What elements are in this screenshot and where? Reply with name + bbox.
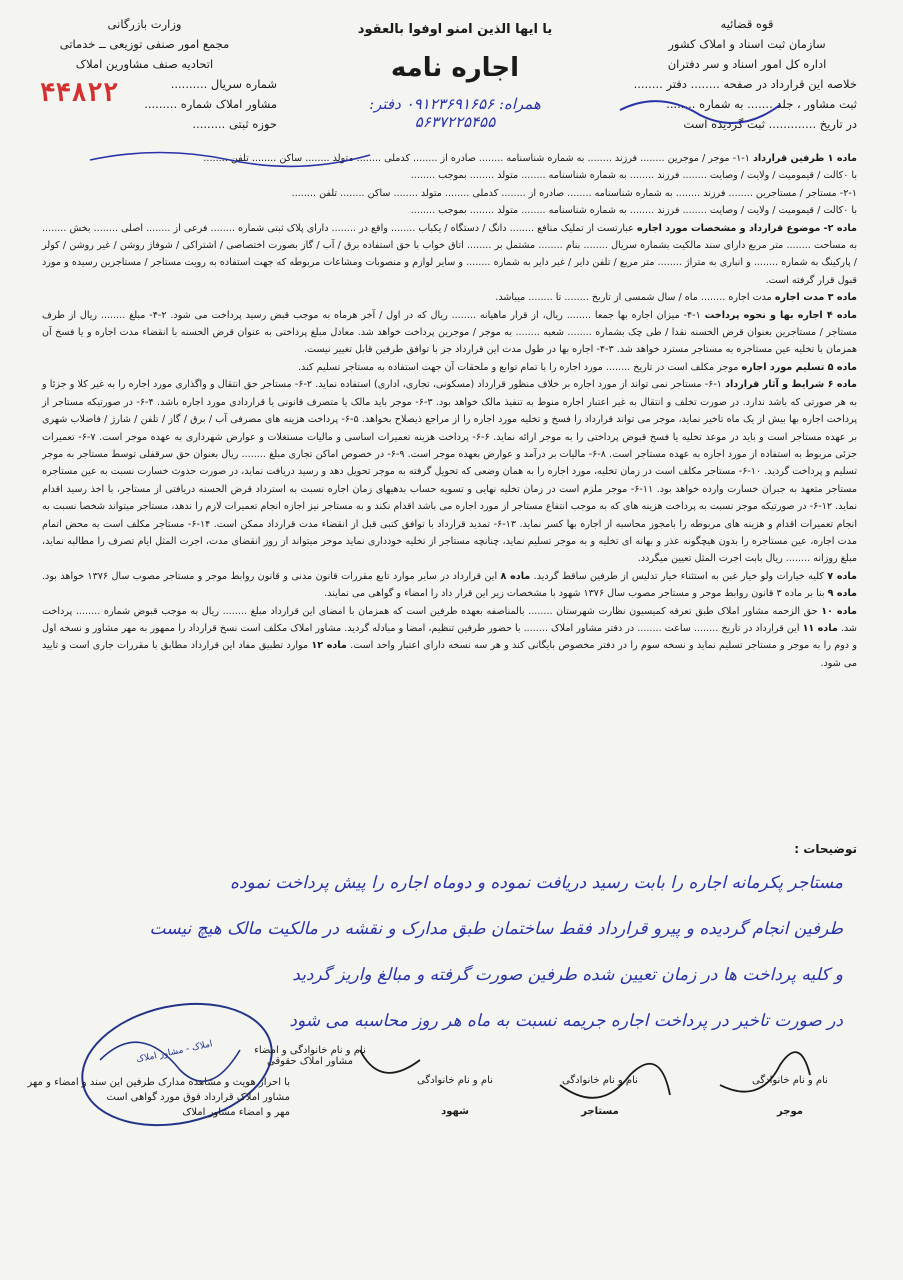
header-left-line2: مشاور املاک شماره ......... [144,97,277,111]
article-5-title: ماده ۵ تسلیم مورد اجاره [741,361,857,373]
note-line: در صورت تاخیر در پرداخت اجاره جریمه نسبت به ماه هر روز محاسبه می شود [289,1011,843,1031]
article-6-text: ۱-۶- مستاجر نمی تواند از مورد اجاره بر خلاف منظور قرارداد (مسکونی، تجاری، اداری) استفاده نماید. ۲-۶- مستاجر حق انتقال و واگذاری مورد اجاره را به غیر کلا و جزئا و به هر صورتی که باشد ندارد. در صورت تخلف و انتقال به غیر اعتبار اجاره منوط به تنفیذ مالک خواهد بود. ۳-۶- موجر باید مالک یا متصرف قانونی یا قراردادی مورد اجاره باشد. ۴-۶- در صورتیکه مستاجر از پرداخت اجاره بها بیش از یک ماه تاخیر نماید، موجر می تواند قرارداد را فسخ و تخلیه مورد اجاره را از مراجع ذیصلاح بخواهد. ۵-۶- پرداخت هزینه های مصرفی آب / برق / گاز / تلفن / شارژ / فاضلاب شهری بر عهده مستاجر است و باید در موعد تخلیه یا فسخ قبوض پرداختی را به موجر ارائه نماید. ۶-۶- پرداخت هزینه تعمیرات اساسی و مالیات مستغلات و عوارض شهرداری به عهده موجر است. ۷-۶- تعمیرات جزئی مربوط به استفاده از مورد اجاره به عهده مستاجر است. ۸-۶- مالیات بر درآمد و عوارض بعهده موجر است. ۹-۶- در خصوص اماکن تجاری مبلغ ........ ریال بعنوان حق سرقفلی توسط مستاجر به موجر تسلیم و پرداخت گردید. ۱۰-۶- مستاجر مکلف است در زمان تخلیه، مورد اجاره را به همان وضعی که تحویل گرفته به موجر تحویل دهد و رسید دریافت نماید، در صورت حدوث خسارت نسبت به عین مستاجره مستاجر متعهد به جبران خسارت وارده خواهد بود. ۱۱-۶- موجر ملزم است در زمان تخلیه نهایی و تسویه حساب بدهیهای زمان اجاره نسبت به استرداد قرض الحسنه دریافتی از مستاجر، با اخذ رسید اقدام نماید. ۱۲-۶- در صورتیکه موجر نسبت به پرداخت هزینه های که به موجب انتفاع مستاجر از مورد اجاره می باشد اقدام نکند و به مستاجر نیز اجازه انجام تعمیرات لازم را ندهد، مستاجر میتواند شخصا نسبت به انجام تعمیرات اقدام و هزینه های مربوطه را بامجوز محاسبه از اجاره بها کسر نماید. ۱۳-۶- تمدید قرارداد با توافق کتبی قبل از انقضاء مدت قرارداد ممکن است. ۱۴-۶- مستاجر مکلف است به محض اتمام مدت اجاره، عین مستاجره را بدون هیچگونه عذر و بهانه ای تخلیه و به موجر تسلیم نماید، چنانچه مستاجر از تخلیه خودداری نماید موجر میتواند از روز انقضای مدت، اجرت المثل ایام تصرف را مطالبه نماید، مبلغ روزانه ........ ریال بابت اجرت المثل تعیین میگردد. [42,379,858,565]
article-7-text: کلیه خیارات ولو خیار غبن به استثناء خیار تدلیس از طرفین ساقط گردید. [533,570,824,582]
article-4-text: ۱-۴- میزان اجاره بها جمعا ........ ریال، از قرار ماهیانه ........ ریال که در اول / آخر هرماه به موجب قبض رسید پرداخت می شود. ۲-۴- مبلغ ........ ریال از طرف مستاجر / مستاجرین بعنوان قرض الحسنه نقدا / طی چک بشماره ........ شعبه ........ به موجر / موجرین پرداخت خواهد شد. معادل مبلغ پرداختی به عنوان قرض الحسنه با انقضاء مدت اجاره و یا فسخ آن همزمان با تخلیه عین مستاجره به مستاجر مسترد خواهد شد. ۳-۴- اجاره بها در طول مدت این قرارداد جز با توافق طرفین قابل تغییر نیست. [42,309,857,356]
article-1-owner: ۱-۱- موجر / موجرین ........ فرزند ........ به شماره شناسنامه ........ صادره از ........ کدملی ........ متولد ........ ساکن ........ تلفن ........ [203,153,750,164]
document-title: اجاره نامه [390,53,520,83]
handwritten-phone: همراه: ۰۹۱۲۳۶۹۱۶۵۶ دفتر: ۵۶۳۷۲۲۵۴۵۵ [369,95,541,131]
header-org3: اداره کل امور اسناد و سر دفتران [667,57,827,71]
article-1-attorney2: با ۰کالت / قیمومیت / ولایت / وصایت ........ فرزند ........ به شماره شناسنامه ........ متولد ........ بموجب ........ [410,205,857,217]
witness-signature-mark [360,1050,420,1073]
witness-name-label: نام و نام خانوادگی [417,1075,493,1086]
tenant-label: مستاجر [581,1106,619,1117]
article-8-title: ماده ۸ [500,570,531,582]
header-left-line3: حوزه ثبتی ......... [192,117,277,131]
note-line: طرفین انجام گردیده و پیرو قرارداد فقط ساختمان طبق مدارک و نقشه در مالکیت مالک هیچ نیست [149,919,843,939]
owner-label: موجر [777,1106,803,1117]
article-1-attorney: با ۰کالت / قیمومیت / ولایت / وصایت ........ فرزند ........ به شماره شناسنامه ........ متولد ........ بموجب ........ [410,170,857,182]
article-10-text: حق الزحمه مشاور املاک طبق تعرفه کمیسیون نظارت شهرستان ........ بالمناصفه بعهده طرفین است که همزمان با امضای این قرارداد مبلغ ........ ریال به موجب قبوض شماره ........ پرداخت شد. [42,605,857,634]
realtor-stamp-label: مهر و امضاء مشاور املاک [182,1107,290,1118]
article-12-text: موارد تطبیق مفاد این قرارداد مطابق با مقررات جاری است و تایید می شود. [42,640,857,669]
article-5-text: موجر مکلف است در تاریخ ........ مورد اجاره را با تمام توابع و ملحقات آن جهت استفاده به مستاجر تسلیم کند. [297,361,739,373]
article-4-title: ماده ۴ اجاره بها و نحوه پرداخت [704,309,857,321]
witness-label: شهود [441,1106,469,1117]
realtor-label: نام و نام خانوادگی و امضاء مشاور املاک حقوقی [254,1045,366,1067]
article-9-text: بنا بر ماده ۳ قانون روابط موجر و مستاجر مصوب سال ۱۳۷۶ شهود با مشخصات زیر این قرار داد را امضاء و گواهی می نمایند. [324,588,825,600]
header-org: قوه قضائیه [720,17,774,31]
tenant-signature-mark [560,1064,670,1098]
header-org2: سازمان ثبت اسناد و املاک کشور [668,37,826,51]
owner-name-label: نام و نام خانوادگی [752,1075,828,1086]
notes-label: توضیحات : [794,842,857,856]
handwritten-name-stroke [90,153,370,167]
serial-number: ۴۴۸۲۲ [40,78,119,108]
header-left-org2: مجمع امور صنفی توزیعی ــ خدماتی [59,37,230,51]
header-left-org3: اتحادیه صنف مشاورین املاک [75,57,214,71]
stamp-text: املاک - مشاور املاک [135,1039,214,1066]
header-line1: خلاصه این قرارداد در صفحه ........ دفتر ........ [633,77,857,91]
realtor-signature-mark [100,1042,240,1081]
article-1-tenant: ۲-۱- مستاجر / مستاجرین ........ فرزند ........ به شماره شناسنامه ........ صادره از ........ کدملی ........ متولد ........ ساکن ........ تلفن ........ [291,187,857,199]
tenant-name-label: نام و نام خانوادگی [562,1075,638,1086]
article-2-text: عبارتست از تملیک منافع ........ دانگ / دستگاه / یکباب ........ واقع در ........ دارای پلاک ثبتی شماره ........ فرعی از ........ اصلی ........ بخش ........ به مساحت ........ متر مربع دارای سند مالکیت بشماره سریال ........ بنام ........ مشتمل بر ........ اتاق خواب با حق استفاده برق / آب / گاز بصورت اختصاصی / اشتراکی / شوفاژ روشن / غیر روشن / کولر / پارکینگ به شماره ........ و انباری به متراژ ........ متر مربع / تلفن دایر / غیر دایر به شماره ........ و سایر لوازم و منصوبات ومشاعات مربوطه که جهت استفاده به رویت مستاجر / مستاجرین رسیده و مورد قبول قرار گرفته است. [42,222,857,286]
article-9-title: ماده ۹ [827,588,857,600]
article-10-title: ماده ۱۰ [821,605,857,617]
owner-signature-mark [720,1052,810,1092]
header-left-line1: شماره سریال .......... [170,77,277,91]
note-line: مستاجر پکرمانه اجاره را بابت رسید دریافت نموده و دوماه اجاره را پیش پرداخت نموده [230,873,843,893]
article-1-title: ماده ۱ طرفین قرارداد [752,153,857,164]
article-3-text: مدت اجاره ........ ماه / سال شمسی از تاریخ ........ تا ........ میباشد. [495,292,772,304]
article-3-title: ماده ۳ مدت اجاره [774,292,857,304]
article-11-title: ماده ۱۱ [802,622,838,634]
article-6-title: ماده ۶ شرایط و آثار قرارداد [725,379,857,391]
article-7-title: ماده ۷ [827,570,857,582]
header-left-org: وزارت بازرگانی [107,17,182,31]
realtor-note: با احراز هویت و مشاهده مدارک طرفین این سند و امضاء و مهر مشاور املاک قرارداد فوق مورد گواهی است [27,1077,290,1103]
note-line: و کلیه پرداخت ها در زمان تعیین شده طرفین صورت گرفته و مبالغ واریز گردید [292,965,843,985]
article-12-title: ماده ۱۲ [311,640,347,652]
header-line3: در تاریخ ............. ثبت گردیده است [683,117,857,131]
article-11-text: این قرارداد در تاریخ ........ ساعت ........ در دفتر مشاور املاک ........ با حضور طرفین تنظیم، امضا و مبادله گردید. مشاور املاک مکلف است نسخ قرارداد را ممهور به مهر مشاور و نسخه اول و دوم را به موجر و مستاجر تسلیم نماید و نسخه سوم را در دفتر مخصوص بایگانی کند و هر سه نسخه دارای اعتبار واحد است. [42,622,857,652]
header-line2: ثبت مشاور ، جلد ....... به شماره ........ [666,97,857,111]
article-2-title: ماده ۲- موضوع قرارداد و مشخصات مورد اجاره [636,222,857,234]
header-verse: یا ایها الذین امنو اوفوا بالعقود [357,22,553,37]
article-8-text: این قرارداد در سایر موارد تابع مقررات قانون مدنی و قانون روابط موجر و مستاجر مصوب سال ۱۳۷۶ خواهد بود. [42,570,498,582]
handwritten-date-stroke [620,101,780,123]
